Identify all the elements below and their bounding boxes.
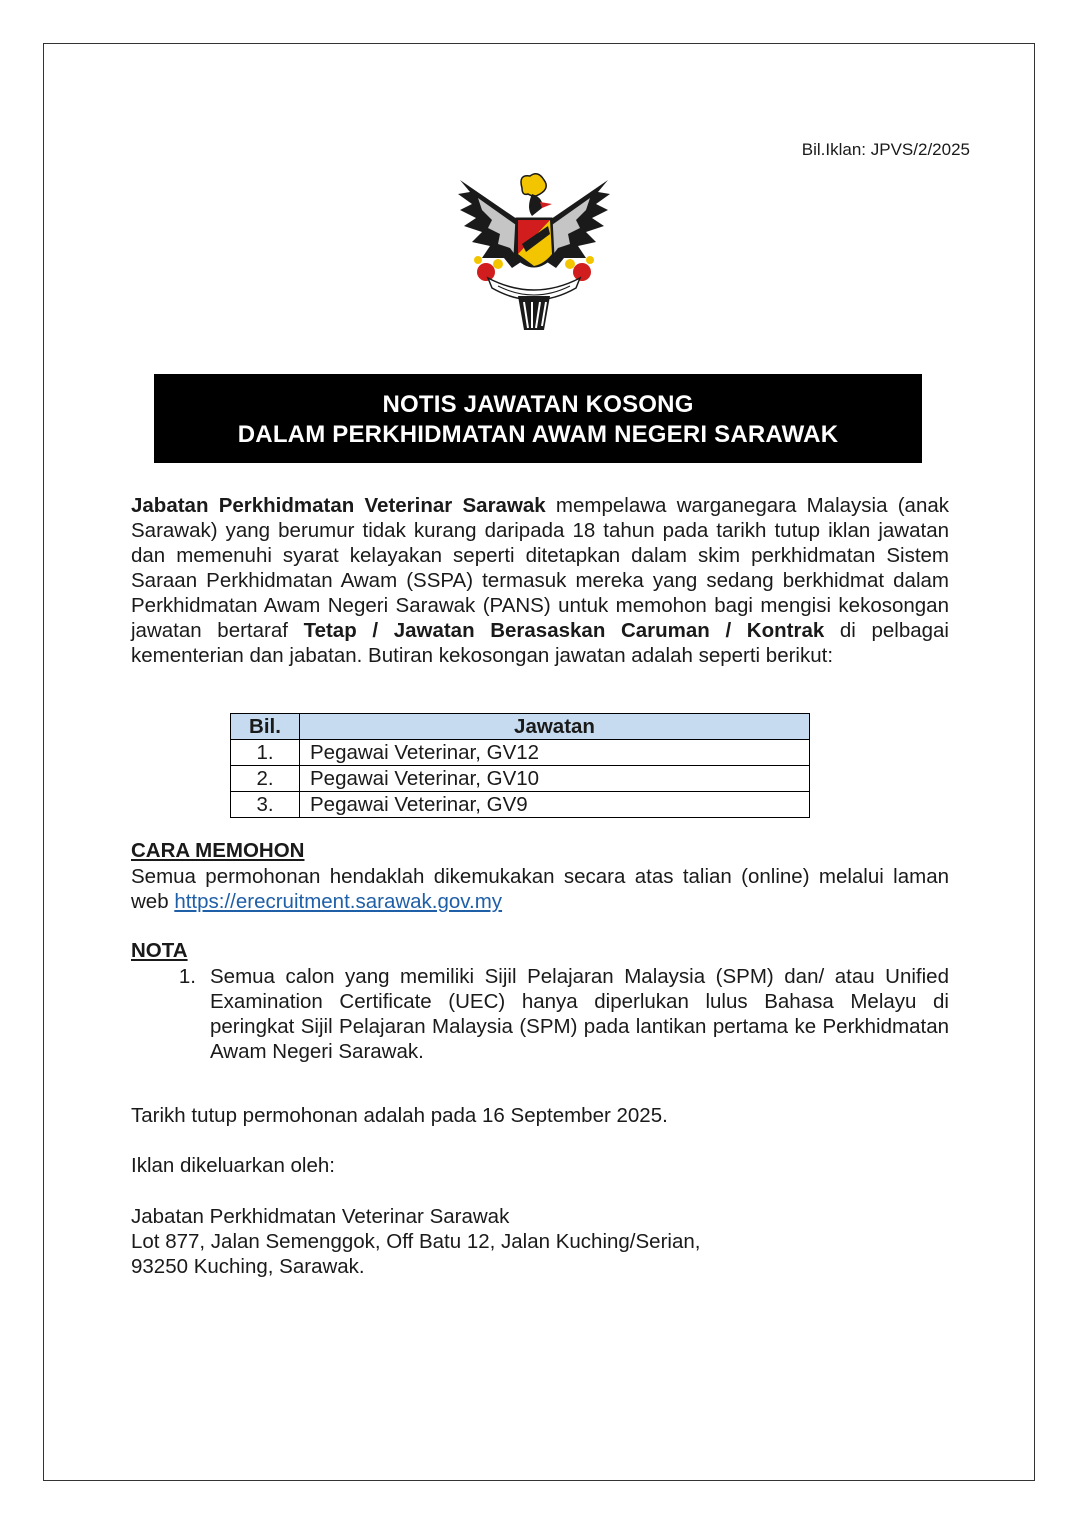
nota-item-number: 1. — [178, 965, 196, 988]
table-header-row — [231, 714, 810, 740]
ad-reference-number: Bil.Iklan: JPVS/2/2025 — [801, 140, 970, 159]
address-line-3: 93250 Kuching, Sarawak. — [131, 1255, 365, 1278]
vacancy-table — [230, 713, 810, 818]
column-header-number: Bil. — [231, 714, 300, 740]
address-line-2: Lot 877, Jalan Semenggok, Off Batu 12, Jalan Kuching/Serian, — [131, 1230, 701, 1253]
intro-paragraph — [131, 493, 949, 668]
intro-text-2: di pelbagai kementerian dan jabatan. Butiran kekosongan jawatan adalah seperti berikut: — [131, 619, 949, 667]
intro-text-1: mempelawa warganegara Malaysia (anak Sarawak) yang berumur tidak kurang daripada 18 tahun pada tarikh tutup iklan jawatan dan memenuhi syarat kelayakan seperti ditetapkan dalam skim perkhidmatan Sistem Saraan Perkhidmatan Awam (SSPA) termasuk mereka yang sedang berkhidmat dalam Perkhidmatan Awam Negeri Sarawak (PANS) untuk memohon bagi mengisi kekosongan jawatan bertaraf — [131, 494, 949, 642]
sarawak-coat-of-arms-icon — [452, 168, 616, 346]
row-position: Pegawai Veterinar, GV10 — [300, 766, 810, 792]
notice-title: NOTIS JAWATAN KOSONG — [382, 391, 694, 418]
how-to-apply-paragraph — [131, 864, 949, 914]
notice-title-banner — [154, 374, 922, 463]
table-row — [231, 792, 810, 818]
how-to-apply-text: Semua permohonan hendaklah dikemukakan secara atas talian (online) melalui laman web — [131, 865, 949, 913]
nota-heading: NOTA — [131, 939, 188, 962]
column-header-position: Jawatan — [300, 714, 810, 740]
table-row — [231, 766, 810, 792]
employment-types: Tetap / Jawatan Berasaskan Caruman / Kontrak — [303, 619, 825, 642]
issued-by-label: Iklan dikeluarkan oleh: — [131, 1154, 335, 1177]
table-row — [231, 740, 810, 766]
row-position: Pegawai Veterinar, GV12 — [300, 740, 810, 766]
erecruitment-link[interactable]: https://erecruitment.sarawak.gov.my — [174, 890, 503, 913]
row-position: Pegawai Veterinar, GV9 — [300, 792, 810, 818]
how-to-apply-heading: CARA MEMOHON — [131, 839, 305, 862]
department-address — [131, 1204, 700, 1279]
nota-item-text: Semua calon yang memiliki Sijil Pelajaran Malaysia (SPM) dan/ atau Unified Examination Certificate (UEC) hanya diperlukan lulus Bahasa Melayu di peringkat Sijil Pelajaran Malaysia (SPM) pada lantikan pertama ke Perkhidmatan Awam Negeri Sarawak. — [210, 965, 949, 1063]
row-number: 1. — [231, 740, 300, 766]
list-item — [131, 964, 949, 1064]
row-number: 3. — [231, 792, 300, 818]
department-name: Jabatan Perkhidmatan Veterinar Sarawak — [131, 494, 546, 517]
row-number: 2. — [231, 766, 300, 792]
address-line-1: Jabatan Perkhidmatan Veterinar Sarawak — [131, 1205, 510, 1228]
nota-list — [131, 964, 949, 1064]
notice-subtitle: DALAM PERKHIDMATAN AWAM NEGERI SARAWAK — [237, 421, 839, 448]
closing-date-text: Tarikh tutup permohonan adalah pada 16 September 2025. — [131, 1104, 668, 1127]
